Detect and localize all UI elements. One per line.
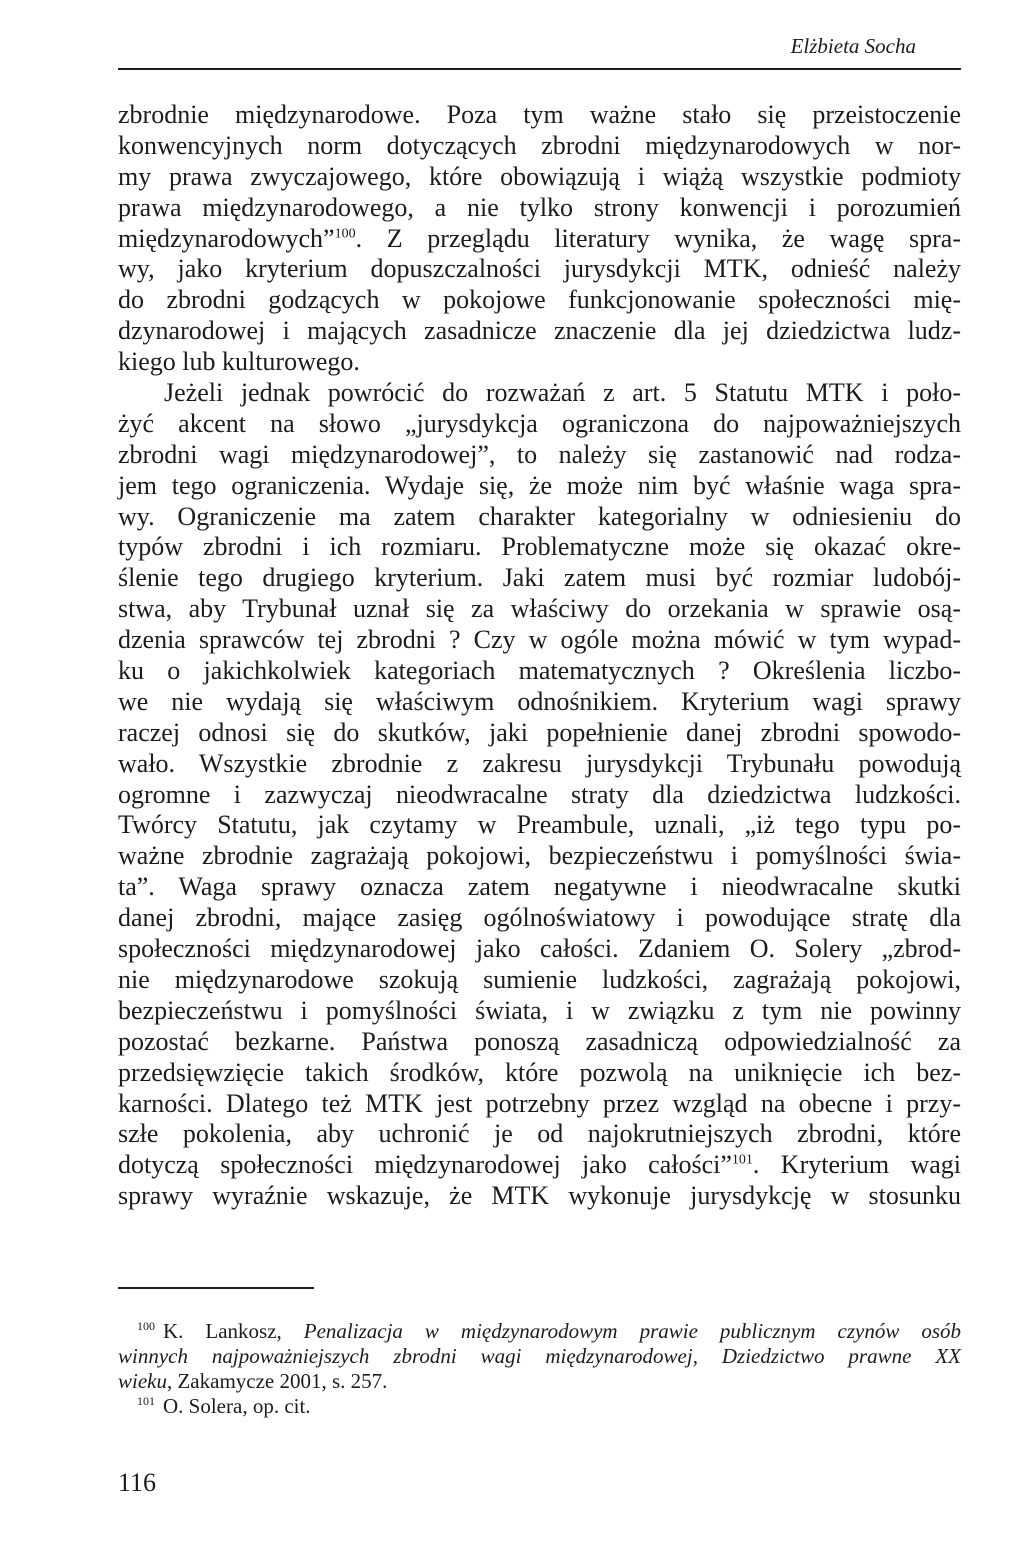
text-line: Jeżeli jednak powrócić do rozważań z art. 5 Statutu MTK i poło-	[164, 378, 961, 408]
text-line: jem tego ograniczenia. Wydaje się, że może nim być właśnie waga spra-	[118, 470, 961, 500]
text-line: wy. Ograniczenie ma zatem charakter kategorialny w odniesieniu do	[118, 501, 961, 531]
running-header: Elżbieta Socha	[790, 34, 916, 58]
header-rule	[118, 68, 961, 70]
text-line: ważne zbrodnie zagrażają pokojowi, bezpieczeństwu i pomyślności świa-	[118, 841, 961, 871]
footnote-tail: , Zakamycze 2001, s. 257.	[166, 1369, 388, 1393]
footnote-line	[118, 1369, 961, 1394]
text-line: raczej odnosi się do skutków, jaki popełnienie danej zbrodni spowodo-	[118, 717, 961, 747]
text-line: szłe pokolenia, aby uchronić je od najokrutniejszych zbrodni, które	[118, 1119, 961, 1149]
footnote-title: winnych najpoważniejszych zbrodni wagi międzynarodowej, Dziedzictwo prawne XX	[118, 1344, 961, 1368]
text-line: zbrodnie międzynarodowe. Poza tym ważne stało się przeistoczenie	[118, 100, 961, 129]
text-line: prawa międzynarodowego, a nie tylko strony konwencji i porozumień	[118, 192, 961, 222]
text-line: dzenia sprawców tej zbrodni ? Czy w ogóle można mówić w tym wypad-	[118, 625, 961, 655]
text-line	[118, 224, 961, 255]
text-line: ogromne i zazwyczaj nieodwracalne straty dla dziedzictwa ludzkości.	[118, 779, 961, 809]
footnote-title: Penalizacja w międzynarodowym prawie publicznym czynów osób	[303, 1319, 962, 1343]
text-line: pozostać bezkarne. Państwa ponoszą zasadniczą odpowiedzialność za	[118, 1026, 961, 1056]
text-line: karności. Dlatego też MTK jest potrzebny przez wzgląd na obecne i przy-	[118, 1088, 961, 1118]
footnote-number: 100	[137, 1319, 155, 1333]
text-line	[118, 1150, 961, 1181]
text-segment: międzynarodowych”	[118, 223, 335, 253]
footnote-author: K. Lankosz,	[163, 1319, 304, 1343]
text-line: kiego lub kulturowego.	[118, 347, 360, 377]
text-segment: . Z przeglądu literatury wynika, że wagę spra-	[355, 223, 961, 253]
footnote-title: wieku	[118, 1369, 167, 1393]
text-line: ku o jakichkolwiek kategoriach matematycznych ? Określenia liczbo-	[118, 656, 961, 686]
text-line: danej zbrodni, mające zasięg ogólnoświatowy i powodujące stratę dla	[118, 903, 961, 933]
text-line: wy, jako kryterium dopuszczalności jurysdykcji MTK, odnieść należy	[118, 254, 961, 284]
footnote-101	[118, 1394, 961, 1419]
text-segment: dotyczą społeczności międzynarodowej jako całości”	[118, 1150, 732, 1180]
text-line: stwa, aby Trybunał uznał się za właściwy do orzekania w sprawie osą-	[118, 594, 961, 624]
footnote-ref-101: 101	[731, 1152, 753, 1168]
text-line: dzynarodowej i mających zasadnicze znaczenie dla jej dziedzictwa ludz-	[118, 316, 961, 346]
footnote-number: 101	[137, 1394, 155, 1408]
footnote-text: O. Solera, op. cit.	[163, 1394, 311, 1418]
text-line: typów zbrodni i ich rozmiaru. Problematyczne może się okazać okre-	[118, 532, 961, 562]
text-line: wało. Wszystkie zbrodnie z zakresu jurysdykcji Trybunału powodują	[118, 748, 961, 778]
main-text	[118, 100, 961, 1212]
text-line: zbrodni wagi międzynarodowej”, to należy się zastanowić nad rodza-	[118, 439, 961, 469]
footnote-rule	[118, 1287, 314, 1289]
text-line: we nie wydają się właściwym odnośnikiem. Kryterium wagi sprawy	[118, 686, 961, 716]
text-line: konwencyjnych norm dotyczących zbrodni międzynarodowych w nor-	[118, 130, 961, 160]
text-line: żyć akcent na słowo „jurysdykcja ograniczona do najpoważniejszych	[118, 408, 961, 438]
footnote-ref-100: 100	[334, 225, 356, 241]
footnotes	[118, 1319, 961, 1419]
text-line: nie międzynarodowe szokują sumienie ludzkości, zagrażają pokojowi,	[118, 964, 961, 994]
footnote-line	[118, 1344, 961, 1369]
text-line: bezpieczeństwu i pomyślności świata, i w związku z tym nie powinny	[118, 995, 961, 1025]
text-line: Twórcy Statutu, jak czytamy w Preambule, uznali, „iż tego typu po-	[118, 810, 961, 840]
footnote-100	[118, 1319, 961, 1344]
text-line: sprawy wyraźnie wskazuje, że MTK wykonuje jurysdykcję w stosunku	[118, 1181, 961, 1211]
text-line: my prawa zwyczajowego, które obowiązują i wiążą wszystkie podmioty	[118, 161, 961, 191]
text-line: ślenie tego drugiego kryterium. Jaki zatem musi być rozmiar ludobój-	[118, 563, 961, 593]
text-line: przedsięwzięcie takich środków, które pozwolą na uniknięcie ich bez-	[118, 1057, 961, 1087]
text-line: ta”. Waga sprawy oznacza zatem negatywne i nieodwracalne skutki	[118, 872, 961, 902]
page-number: 116	[118, 1468, 157, 1497]
text-segment: . Kryterium wagi	[752, 1150, 961, 1180]
text-line: społeczności międzynarodowej jako całości. Zdaniem O. Solery „zbrod-	[118, 934, 961, 964]
text-line: do zbrodni godzących w pokojowe funkcjonowanie społeczności mię-	[118, 285, 961, 315]
